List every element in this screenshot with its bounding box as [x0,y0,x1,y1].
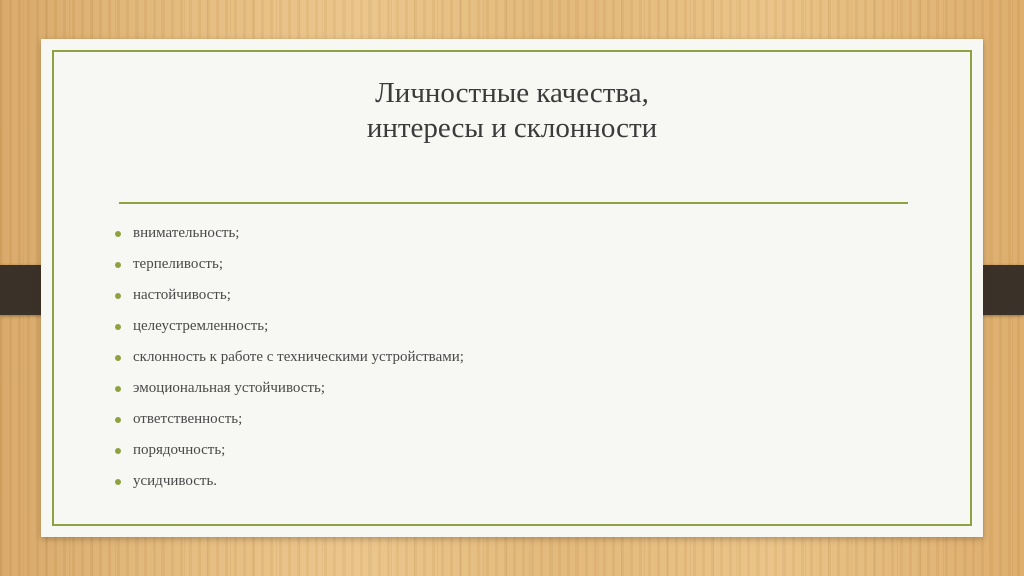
list-item-text: усидчивость. [133,473,218,489]
bullet-dot-icon [115,324,121,330]
list-item [115,435,464,466]
bullet-dot-icon [115,231,121,237]
slide-title [41,76,983,146]
list-item-text: склонность к работе с техническими устройствами; [133,349,464,365]
list-item [115,404,464,435]
list-item-text: настойчивость; [133,287,231,303]
bullet-dot-icon [115,293,121,299]
list-item [115,311,464,342]
slide-title-line-2: интересы и склонности [366,112,658,144]
list-item [115,218,464,249]
list-item-text: внимательность; [133,225,240,241]
list-item [115,249,464,280]
list-item-text: порядочность; [133,442,226,458]
title-divider [119,202,908,204]
list-item-text: эмоциональная устойчивость; [133,380,326,396]
bullet-dot-icon [115,262,121,268]
bullet-dot-icon [115,448,121,454]
bullet-dot-icon [115,355,121,361]
bullet-dot-icon [115,479,121,485]
bullet-list [115,218,464,497]
slide-title-line-1: Личностные качества, [375,77,649,109]
list-item [115,466,464,497]
list-item [115,342,464,373]
list-item-text: терпеливость; [133,256,223,272]
list-item-text: ответственность; [133,411,243,427]
bullet-dot-icon [115,417,121,423]
slide-card [41,39,983,537]
list-item-text: целеустремленность; [133,318,269,334]
bullet-dot-icon [115,386,121,392]
list-item [115,280,464,311]
list-item [115,373,464,404]
